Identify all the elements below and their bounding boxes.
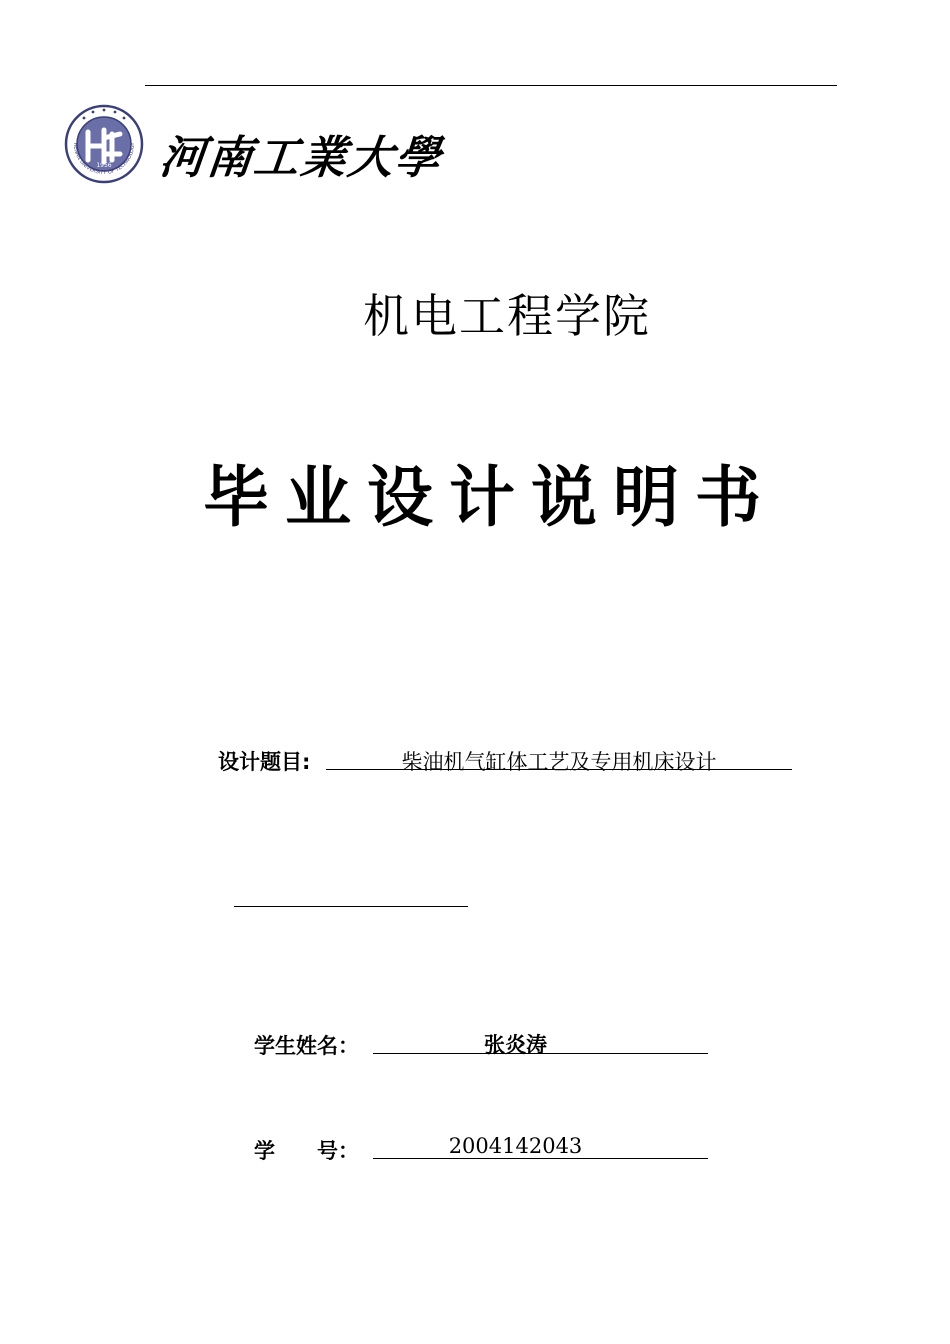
topic-value: 柴油机气缸体工艺及专用机床设计 bbox=[401, 750, 717, 774]
header-rule bbox=[145, 85, 837, 86]
topic-label: 设计题目: bbox=[218, 750, 311, 774]
student-name-label: 学生姓名： bbox=[254, 1034, 359, 1058]
university-logotype: 河南工業大學 bbox=[157, 131, 445, 184]
college-name: 机电工程学院 bbox=[363, 289, 651, 343]
student-id-underline bbox=[373, 1158, 708, 1159]
student-id-label: 学 号： bbox=[254, 1139, 359, 1163]
topic-underline bbox=[326, 769, 792, 770]
topic-continuation-underline bbox=[234, 906, 468, 907]
document-title: 毕业设计说明书 bbox=[203, 459, 777, 536]
student-name-underline bbox=[373, 1053, 708, 1054]
university-seal-icon bbox=[64, 104, 144, 184]
seal-year: 1956 bbox=[96, 162, 112, 169]
student-name-value: 张炎涛 bbox=[484, 1033, 547, 1057]
student-id-value: 2004142043 bbox=[448, 1134, 583, 1158]
seal-arc-text: HENAN UNIVERSITY OF TECHNOLOGY bbox=[71, 142, 137, 177]
